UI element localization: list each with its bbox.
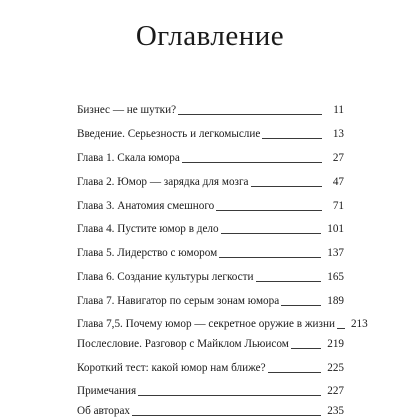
toc-leader-line <box>291 348 321 349</box>
toc-entry-label: Глава 6. Создание культуры легкости <box>77 271 254 283</box>
toc-entry-page: 227 <box>327 385 344 397</box>
toc-entry <box>77 103 344 117</box>
toc-entry <box>77 294 344 308</box>
toc-entry <box>77 270 344 284</box>
toc-entry <box>77 337 344 351</box>
toc-entry-label: Глава 7. Навигатор по серым зонам юмора <box>77 295 280 307</box>
toc-entry-label: Глава 4. Пустите юмор в дело <box>77 223 219 235</box>
toc-leader-line <box>337 328 345 329</box>
toc-entry-label: Примечания <box>77 385 137 397</box>
toc-entry-page: 11 <box>333 104 344 116</box>
toc-entry <box>77 199 344 213</box>
toc-leader-line <box>281 305 321 306</box>
toc-leader-line <box>251 186 322 187</box>
toc-leader-line <box>221 233 322 234</box>
toc-entry <box>77 361 344 375</box>
toc-entry-label: Глава 7,5. Почему юмор — секретное оружие в жизни <box>77 318 335 330</box>
toc-entry-page: 137 <box>327 247 344 259</box>
toc-entry-page: 71 <box>332 200 344 212</box>
toc-entry-page: 13 <box>332 128 344 140</box>
toc-leader-line <box>178 114 322 115</box>
toc-entry <box>77 222 344 236</box>
toc-entry <box>77 317 368 331</box>
toc-entry-label: Бизнес — не шутки? <box>77 104 177 116</box>
toc-entry-label: Послесловие. Разговор с Майклом Льюисом <box>77 338 289 350</box>
toc-leader-line <box>262 138 322 139</box>
toc-entry-label: Об авторах <box>77 405 131 417</box>
toc-entry-page: 47 <box>332 176 344 188</box>
toc-entry-page: 219 <box>327 338 344 350</box>
toc-leader-line <box>256 281 322 282</box>
toc-entry-page: 189 <box>327 295 344 307</box>
page-title: Оглавление <box>135 20 285 53</box>
toc-leader-line <box>268 372 322 373</box>
toc-leader-line <box>182 162 322 163</box>
toc-entry <box>77 246 344 260</box>
toc-leader-line <box>219 257 321 258</box>
toc-entry-page: 225 <box>327 362 344 374</box>
toc-entry <box>77 151 344 165</box>
toc-entry-label: Глава 2. Юмор — зарядка для мозга <box>77 176 249 188</box>
toc-entry <box>77 175 344 189</box>
toc-entry <box>77 127 344 141</box>
toc-entry-page: 27 <box>332 152 344 164</box>
toc-entry-label: Глава 5. Лидерство с юмором <box>77 247 218 259</box>
toc-entry-label: Введение. Серьезность и легкомыслие <box>77 128 261 140</box>
toc-entry <box>77 384 344 398</box>
toc-entry-page: 165 <box>327 271 344 283</box>
toc-leader-line <box>138 395 321 396</box>
toc-leader-line <box>132 415 321 416</box>
toc-entry-page: 101 <box>327 223 344 235</box>
toc-entry-page: 213 <box>350 318 368 330</box>
toc-leader-line <box>216 210 322 211</box>
toc-entry-page: 235 <box>327 405 344 417</box>
toc-entry-label: Короткий тест: какой юмор нам ближе? <box>77 362 266 374</box>
toc-entry <box>77 404 344 418</box>
toc-entry-label: Глава 3. Анатомия смешного <box>77 200 215 212</box>
toc-entry-label: Глава 1. Скала юмора <box>77 152 180 164</box>
